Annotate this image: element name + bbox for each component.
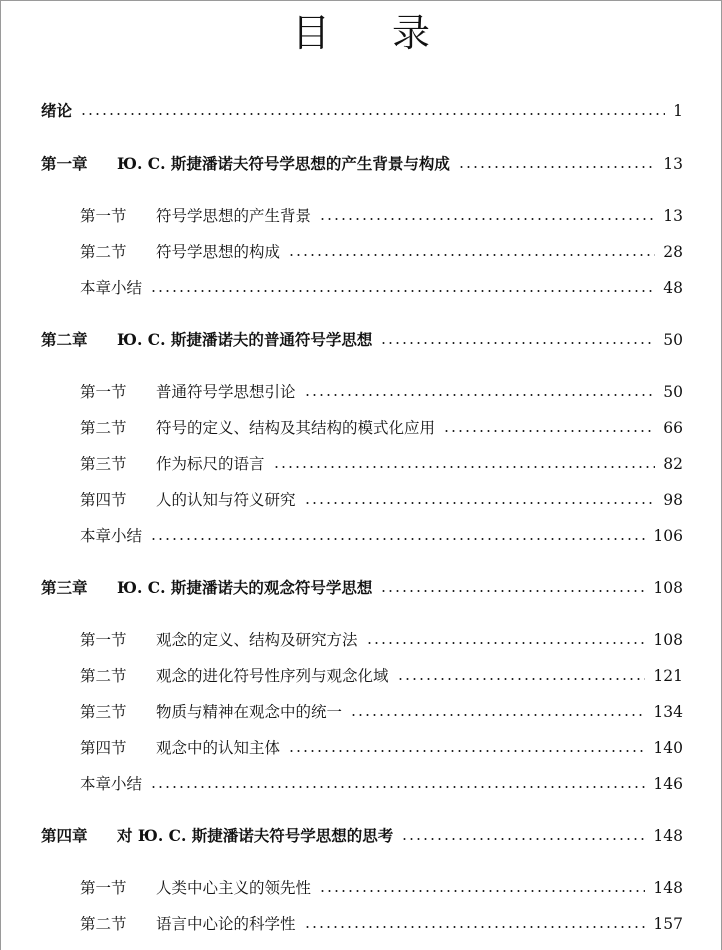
toc-entry-title: 符号的定义、结构及其结构的模式化应用: [156, 419, 436, 437]
toc-page-number: 148: [653, 879, 683, 897]
toc-entry-label: [80, 663, 389, 689]
dot-leader: [150, 786, 645, 788]
toc-section-entry[interactable]: [1, 771, 683, 797]
toc-entry-number: 第二节: [80, 419, 127, 437]
toc-entry-number: 第一节: [80, 207, 127, 225]
dot-leader: [380, 590, 645, 592]
toc-entry-number: 第四节: [80, 491, 127, 509]
toc-page-number: 108: [653, 579, 683, 597]
toc-entry-label: [80, 771, 142, 797]
toc-entry-title: 观念的进化符号性序列与观念化域: [156, 667, 389, 685]
toc-entry-label: [80, 275, 142, 301]
toc-chapter-entry[interactable]: [1, 823, 683, 849]
toc-entry-title: 观念的定义、结构及研究方法: [156, 631, 358, 649]
toc-entry-number: 第一节: [80, 383, 127, 401]
toc-page-number: 134: [653, 703, 683, 721]
toc-section-entry[interactable]: [1, 379, 683, 405]
toc-entry-label: [80, 523, 142, 549]
toc-chapter-entry[interactable]: [1, 151, 683, 177]
toc-section-entry[interactable]: [1, 487, 683, 513]
toc-page-number: 140: [653, 739, 683, 757]
dot-leader: [350, 714, 645, 716]
dot-leader: [80, 113, 665, 115]
dot-leader: [458, 166, 655, 168]
dot-leader: [319, 218, 655, 220]
toc-page-number: 13: [663, 207, 683, 225]
dot-leader: [288, 254, 655, 256]
toc-page-number: 148: [653, 827, 683, 845]
toc-entry-title: 观念中的认知主体: [156, 739, 281, 757]
toc-chapter-entry[interactable]: [1, 327, 683, 353]
toc-entry-number: 第一章: [41, 154, 88, 173]
toc-entry-label: [41, 575, 372, 601]
toc-entry-title: 人类中心主义的领先性: [156, 879, 312, 897]
toc-entry-label: [41, 151, 450, 177]
toc-section-entry[interactable]: [1, 415, 683, 441]
toc-entry-title: 符号学思想的产生背景: [156, 207, 312, 225]
toc-page-number: 82: [663, 455, 683, 473]
toc-entry-label: [41, 327, 372, 353]
toc-entry-label: [80, 911, 296, 937]
toc-page-number: 98: [663, 491, 683, 509]
toc-page-number: 121: [653, 667, 683, 685]
page-title: [1, 11, 721, 55]
dot-leader: [397, 678, 646, 680]
toc-entry-number: 第二节: [80, 667, 127, 685]
title-char-2: 录: [392, 11, 431, 55]
toc-entry-title: 对 Ю. С. 斯捷潘诺夫符号学思想的思考: [117, 826, 394, 845]
toc-section-entry[interactable]: [1, 699, 683, 725]
title-char-1: 目: [291, 11, 330, 55]
toc-entry-number: 第三节: [80, 455, 127, 473]
toc-entry-label: [80, 735, 280, 761]
toc-entry-title: 语言中心论的科学性: [156, 915, 296, 933]
toc-entry-number: 第三章: [41, 578, 88, 597]
toc-entry-label: [80, 415, 435, 441]
dot-leader: [401, 838, 645, 840]
toc-entry-label: [80, 451, 265, 477]
toc-page-number: 50: [663, 383, 683, 401]
toc-entry-label: [80, 239, 280, 265]
toc-entry-label: [80, 627, 358, 653]
toc-entry-label: [80, 699, 342, 725]
dot-leader: [273, 466, 656, 468]
dot-leader: [150, 538, 645, 540]
dot-leader: [366, 642, 646, 644]
toc-section-entry[interactable]: [1, 451, 683, 477]
toc-page-number: 108: [653, 631, 683, 649]
toc-entry-label: [80, 203, 311, 229]
toc-section-entry[interactable]: [1, 627, 683, 653]
toc-entry-title: 本章小结: [80, 279, 143, 297]
toc-entry-label: [80, 875, 311, 901]
toc-entry-title: Ю. С. 斯捷潘诺夫符号学思想的产生背景与构成: [117, 154, 450, 173]
toc-entry-title: 本章小结: [80, 775, 143, 793]
toc-chapter-entry[interactable]: [1, 575, 683, 601]
toc-section-entry[interactable]: [1, 875, 683, 901]
toc-page-number: 28: [663, 243, 683, 261]
toc-entry-title: 人的认知与符义研究: [156, 491, 296, 509]
toc-page-number: 157: [653, 915, 683, 933]
toc-entry-number: 第二节: [80, 915, 127, 933]
toc-page-number: 146: [653, 775, 683, 793]
toc-entry-number: 第二节: [80, 243, 127, 261]
dot-leader: [319, 890, 645, 892]
toc-entry-label: [80, 379, 296, 405]
toc-entry-number: 第二章: [41, 330, 88, 349]
dot-leader: [380, 342, 655, 344]
toc-entry-title: 本章小结: [80, 527, 143, 545]
toc-page-number: 106: [653, 527, 683, 545]
toc-section-entry[interactable]: [1, 523, 683, 549]
toc-page-number: 48: [663, 279, 683, 297]
toc-entry-label: [80, 487, 296, 513]
toc-entry-number: 第三节: [80, 703, 127, 721]
toc-entry-title: 物质与精神在观念中的统一: [156, 703, 343, 721]
toc-section-entry[interactable]: [1, 735, 683, 761]
dot-leader: [288, 750, 645, 752]
toc-section-entry[interactable]: [1, 203, 683, 229]
dot-leader: [304, 926, 646, 928]
toc-entry-number: 第一节: [80, 879, 127, 897]
toc-entry-title: 绪论: [41, 101, 73, 120]
toc-entry-title: 普通符号学思想引论: [156, 383, 296, 401]
dot-leader: [304, 394, 656, 396]
toc-entry-label: [41, 98, 72, 124]
toc-chapter-entry[interactable]: [1, 98, 683, 124]
toc-entry-number: 第一节: [80, 631, 127, 649]
toc-section-entry[interactable]: [1, 911, 683, 937]
toc-entry-title: 符号学思想的构成: [156, 243, 281, 261]
toc-entry-title: Ю. С. 斯捷潘诺夫的普通符号学思想: [117, 330, 373, 349]
dot-leader: [150, 290, 655, 292]
toc-page-number: 66: [663, 419, 683, 437]
toc-entry-number: 第四节: [80, 739, 127, 757]
toc-section-entry[interactable]: [1, 275, 683, 301]
toc-entry-title: Ю. С. 斯捷潘诺夫的观念符号学思想: [117, 578, 373, 597]
dot-leader: [304, 502, 656, 504]
toc-page-number: 50: [663, 331, 683, 349]
toc-page-number: 13: [663, 155, 683, 173]
dot-leader: [443, 430, 655, 432]
toc-entry-number: 第四章: [41, 826, 88, 845]
toc-entry-label: [41, 823, 393, 849]
toc-page-number: 1: [673, 102, 683, 120]
toc-entry-title: 作为标尺的语言: [156, 455, 265, 473]
toc-section-entry[interactable]: [1, 663, 683, 689]
toc-section-entry[interactable]: [1, 239, 683, 265]
